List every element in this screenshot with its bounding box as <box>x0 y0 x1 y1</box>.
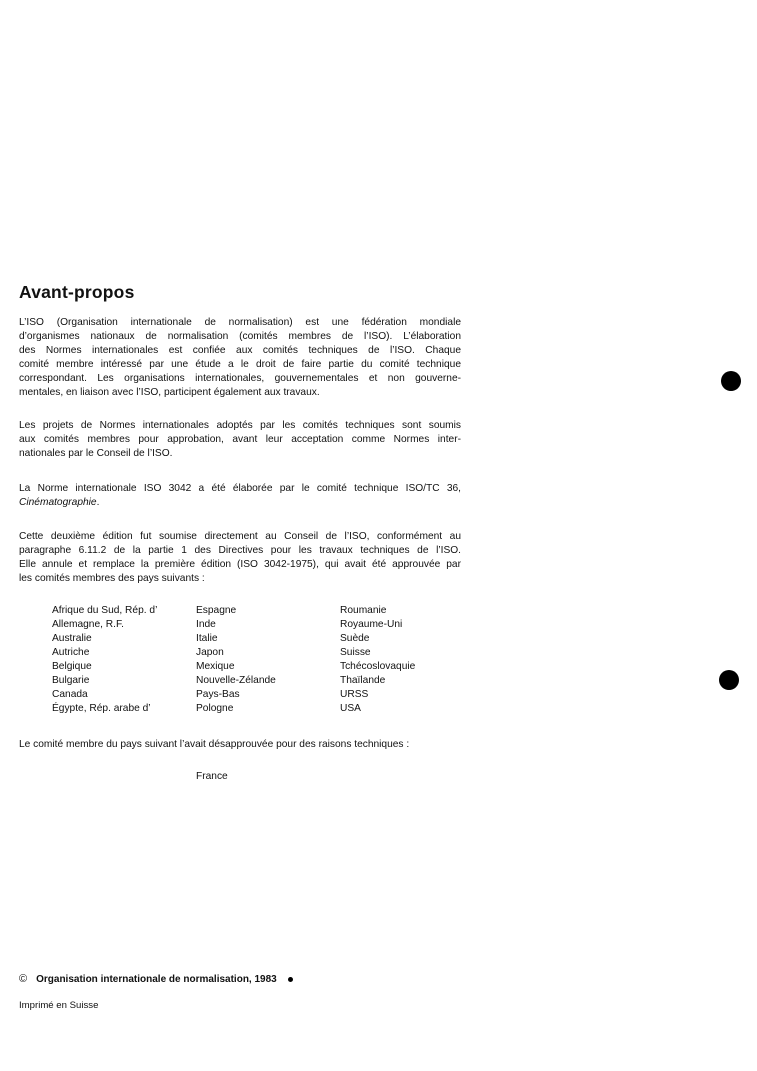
bullet-dot <box>288 977 293 982</box>
copyright-text: Organisation internationale de normalisation, 1983 <box>36 973 277 985</box>
country-name: Mexique <box>196 661 235 672</box>
country-name: Australie <box>52 633 92 644</box>
country-name: Canada <box>52 689 88 700</box>
paragraph-disapproval <box>19 738 461 752</box>
country-name: Tchécoslovaquie <box>340 661 416 672</box>
country-name: Roumanie <box>340 605 387 616</box>
text-line: La Norme internationale ISO 3042 a été élaborée par le comité technique ISO/TC 36, <box>19 483 461 494</box>
printed-in: Imprimé en Suisse <box>19 1000 99 1011</box>
country-name: Allemagne, R.F. <box>52 619 124 630</box>
paragraph-second-edition <box>19 530 461 586</box>
committee-name: Cinématographie <box>19 497 97 508</box>
page-title: Avant-propos <box>19 282 135 302</box>
punch-hole-mark <box>721 371 741 391</box>
country-column <box>340 604 460 716</box>
approving-countries-list <box>52 604 460 716</box>
country-name: Thaïlande <box>340 675 386 686</box>
country-column <box>52 604 196 716</box>
paragraph-iso-intro <box>19 316 461 400</box>
country-name: Royaume-Uni <box>340 619 403 630</box>
text-line: paragraphe 6.11.2 de la partie 1 des Directives pour les travaux techniques de l’ISO. <box>19 545 461 556</box>
text-line: aux comités membres pour approbation, avant leur acceptation comme Normes inter- <box>19 434 461 445</box>
text-line: des Normes internationales est confiée aux comités techniques de l’ISO. Chaque <box>19 345 461 356</box>
text-line: d’organismes nationaux de normalisation (comités membres de l’ISO). L’élaboration <box>19 331 461 342</box>
disapproving-country: France <box>196 771 228 782</box>
country-name: Pays-Bas <box>196 689 240 700</box>
country-name: Pologne <box>196 703 234 714</box>
text-line: comité membre intéressé par une étude a le droit de faire partie du comité technique <box>19 359 461 370</box>
country-name: Espagne <box>196 605 237 616</box>
country-name: Afrique du Sud, Rép. d’ <box>52 605 158 616</box>
text-line: Le comité membre du pays suivant l’avait désapprouvée pour des raisons techniques : <box>19 739 410 750</box>
paragraph-standard-prepared <box>19 482 461 510</box>
country-name: USA <box>340 703 361 714</box>
text-line: nationales par le Conseil de l’ISO. <box>19 448 173 459</box>
country-name: Égypte, Rép. arabe d’ <box>52 703 151 714</box>
country-name: URSS <box>340 689 369 700</box>
country-name: Suède <box>340 633 370 644</box>
copyright-symbol: © <box>19 973 28 985</box>
country-name: Nouvelle-Zélande <box>196 675 276 686</box>
text-line: Les projets de Normes internationales adoptés par les comités techniques sont soumis <box>19 420 461 431</box>
text-line: correspondant. Les organisations internationales, gouvernementales et non gouverne- <box>19 373 461 384</box>
country-name: Suisse <box>340 647 371 658</box>
period: . <box>96 497 100 508</box>
country-name: Japon <box>196 647 224 658</box>
country-name: Bulgarie <box>52 675 90 686</box>
text-line: L’ISO (Organisation internationale de normalisation) est une fédération mondiale <box>19 317 461 328</box>
text-line: les comités membres des pays suivants : <box>19 573 205 584</box>
text-line: Elle annule et remplace la première édition (ISO 3042-1975), qui avait été approuvée par <box>19 559 461 570</box>
copyright-line <box>19 973 293 985</box>
country-name: Belgique <box>52 661 92 672</box>
country-column <box>196 604 340 716</box>
country-name: Inde <box>196 619 216 630</box>
paragraph-draft-standards <box>19 419 461 461</box>
text-line: mentales, en liaison avec l’ISO, participent également aux travaux. <box>19 387 320 398</box>
country-name: Autriche <box>52 647 90 658</box>
country-name: Italie <box>196 633 218 644</box>
punch-hole-mark <box>719 670 739 690</box>
text-line <box>19 496 461 510</box>
text-line: Cette deuxième édition fut soumise directement au Conseil de l’ISO, conformément au <box>19 531 461 542</box>
